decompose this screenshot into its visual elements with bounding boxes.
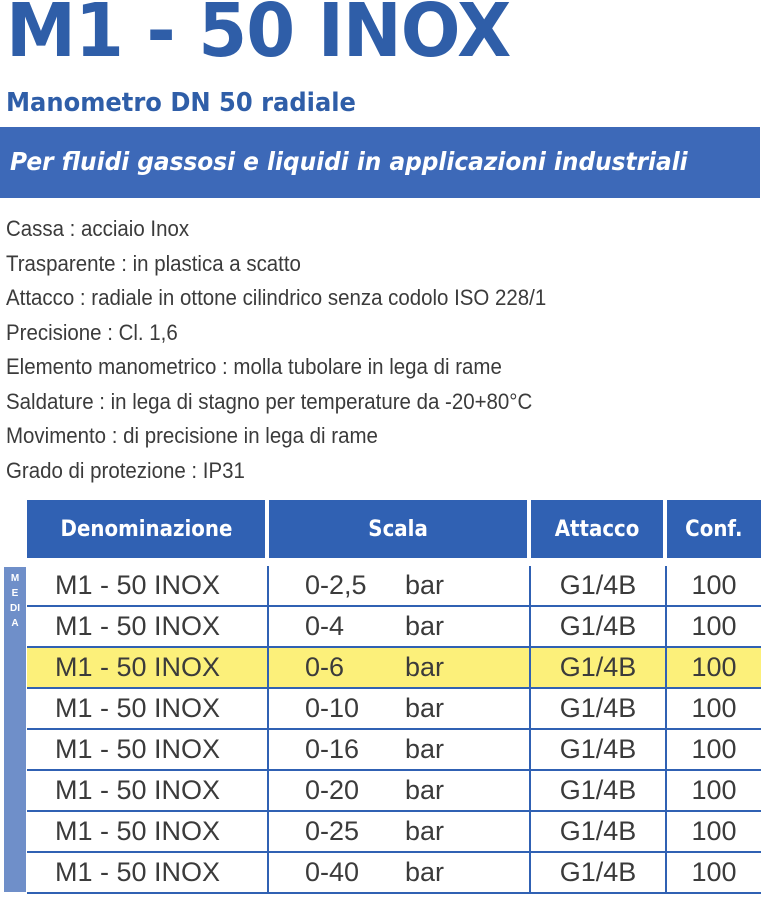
scala-range: 0-2,5 [305, 570, 367, 600]
header-attacco: Attacco [531, 500, 667, 566]
table-row [27, 607, 761, 648]
spec-item: Grado di protezione : IP31 [6, 457, 245, 483]
cell-denominazione: M1 - 50 INOX [27, 812, 269, 853]
cell-scala [269, 648, 531, 689]
table-row [27, 689, 761, 730]
spec-item: Elemento manometrico : molla tubolare in lega di rame [6, 354, 502, 379]
scala-unit: bar [405, 734, 445, 764]
product-title: M1 - 50 INOX [6, 0, 511, 74]
cell-conf: 100 [667, 607, 761, 648]
table-header-row [27, 500, 761, 566]
product-subtitle: Manometro DN 50 radiale [6, 88, 356, 118]
scala-unit: bar [405, 652, 445, 682]
table-row [27, 853, 761, 894]
header-denominazione: Denominazione [27, 500, 269, 566]
spec-list [6, 212, 587, 488]
cell-denominazione: M1 - 50 INOX [27, 648, 269, 689]
cell-conf: 100 [667, 812, 761, 853]
cell-attacco: G1/4B [531, 607, 667, 648]
cell-denominazione: M1 - 50 INOX [27, 566, 269, 607]
scala-range: 0-20 [305, 775, 360, 805]
header-scala: Scala [269, 500, 531, 566]
side-label-text: MEDIA [10, 573, 20, 629]
scala-unit: bar [405, 570, 445, 600]
spec-item: Precisione : Cl. 1,6 [6, 319, 178, 345]
cell-attacco: G1/4B [531, 689, 667, 730]
cell-attacco: G1/4B [531, 771, 667, 812]
cell-conf: 100 [667, 853, 761, 894]
cell-denominazione: M1 - 50 INOX [27, 730, 269, 771]
scala-range: 0-16 [305, 734, 360, 764]
scala-range: 0-4 [305, 611, 345, 641]
application-banner [0, 127, 760, 198]
table-row [27, 566, 761, 607]
cell-scala [269, 566, 531, 607]
cell-scala [269, 607, 531, 648]
cell-denominazione: M1 - 50 INOX [27, 771, 269, 812]
table-row [27, 771, 761, 812]
cell-denominazione: M1 - 50 INOX [27, 607, 269, 648]
spec-item: Movimento : di precisione in lega di rame [6, 423, 378, 448]
cell-denominazione: M1 - 50 INOX [27, 689, 269, 730]
cell-attacco: G1/4B [531, 648, 667, 689]
header-conf: Conf. [667, 500, 761, 566]
cell-conf: 100 [667, 689, 761, 730]
cell-attacco: G1/4B [531, 730, 667, 771]
cell-attacco: G1/4B [531, 566, 667, 607]
cell-conf: 100 [667, 730, 761, 771]
scala-unit: bar [405, 611, 445, 641]
table-row [27, 730, 761, 771]
cell-attacco: G1/4B [531, 853, 667, 894]
scala-range: 0-6 [305, 652, 345, 682]
cell-scala [269, 853, 531, 894]
cell-attacco: G1/4B [531, 812, 667, 853]
series-side-label [4, 567, 26, 892]
scala-range: 0-25 [305, 816, 360, 846]
scala-unit: bar [405, 775, 445, 805]
cell-scala [269, 771, 531, 812]
cell-conf: 100 [667, 648, 761, 689]
cell-scala [269, 730, 531, 771]
scala-range: 0-40 [305, 857, 360, 887]
spec-item: Cassa : acciaio Inox [6, 216, 190, 241]
scala-unit: bar [405, 693, 445, 723]
spec-item: Trasparente : in plastica a scatto [6, 250, 301, 276]
table-row [27, 812, 761, 853]
scala-range: 0-10 [305, 693, 360, 723]
scala-unit: bar [405, 816, 445, 846]
spec-item: Saldature : in lega di stagno per temperature da -20+80°C [6, 388, 533, 414]
cell-conf: 100 [667, 771, 761, 812]
cell-scala [269, 689, 531, 730]
cell-denominazione: M1 - 50 INOX [27, 853, 269, 894]
product-table [27, 500, 761, 894]
cell-conf: 100 [667, 566, 761, 607]
banner-text: Per fluidi gassosi e liquidi in applicazioni industriali [10, 147, 688, 176]
scala-unit: bar [405, 857, 445, 887]
table-row [27, 648, 761, 689]
spec-item: Attacco : radiale in ottone cilindrico senza codolo ISO 228/1 [6, 285, 547, 310]
cell-scala [269, 812, 531, 853]
